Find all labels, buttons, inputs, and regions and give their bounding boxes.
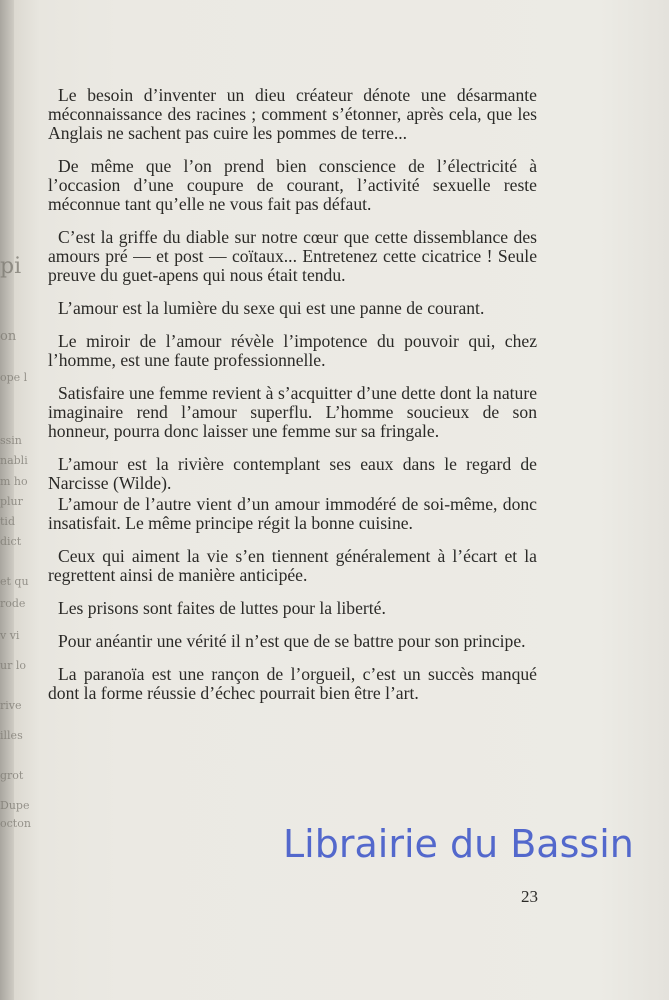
bleed-through-mark: ur lo: [0, 659, 26, 672]
paragraph: Le miroir de l’amour révèle l’impotence du pouvoir qui, chez l’homme, est une faute professionnelle.: [48, 331, 537, 370]
bleed-through-mark: et qu: [0, 575, 29, 588]
paragraph: La paranoïa est une rançon de l’orgueil, c’est un succès manqué dont la forme réussie d’échec pourrait bien être l’art.: [48, 664, 537, 703]
bleed-through-mark: octon: [0, 817, 31, 830]
bleed-through-mark: dict: [0, 535, 22, 548]
bleed-through-mark: ope l: [0, 371, 28, 384]
bleed-through-mark: rode: [0, 597, 26, 610]
bleed-through-mark: nabli: [0, 454, 28, 467]
paragraph: L’amour est la lumière du sexe qui est une panne de courant.: [58, 298, 485, 318]
bleed-through-mark: tid: [0, 515, 15, 528]
text-body: [48, 86, 537, 703]
bleed-through-mark: illes: [0, 729, 23, 742]
bleed-through-mark: on: [0, 329, 17, 344]
paragraph: Le besoin d’inventer un dieu créateur dénote une désarmante méconnaissance des racines ; comment s’étonner, après cela, que les Anglais ne sachent pas cuire les pommes de terre...: [48, 85, 537, 143]
bleed-through-mark: ssin: [0, 434, 22, 447]
bleed-through-mark: rive: [0, 699, 22, 712]
paragraph: L’amour de l’autre vient d’un amour immodéré de soi-même, donc insatisfait. Le même principe régit la bonne cuisine.: [48, 494, 537, 533]
paragraph: Pour anéantir une vérité il n’est que de se battre pour son principe.: [58, 631, 526, 651]
bleed-through-mark: plur: [0, 495, 23, 508]
bleed-through-mark: Dupe: [0, 799, 30, 812]
bleed-through-mark: pi: [0, 254, 22, 279]
paragraph: L’amour est la rivière contemplant ses eaux dans le regard de Narcisse (Wilde).: [48, 454, 537, 493]
bookshop-watermark: Librairie du Bassin: [283, 822, 634, 866]
paragraph: Ceux qui aiment la vie s’en tiennent généralement à l’écart et la regrettent ainsi de manière anticipée.: [48, 546, 537, 585]
page-number: 23: [521, 887, 538, 906]
paragraph: C’est la griffe du diable sur notre cœur que cette dissemblance des amours pré — et post — coïtaux... Entretenez cette cicatrice ! Seule preuve du guet-apens qui nous était tendu.: [48, 227, 537, 285]
bleed-through-mark: m ho: [0, 475, 28, 488]
bleed-through-mark: v vi: [0, 629, 20, 642]
bleed-through-mark: grot: [0, 769, 24, 782]
paragraph: Les prisons sont faites de luttes pour la liberté.: [58, 598, 386, 618]
paragraph: De même que l’on prend bien conscience de l’électricité à l’occasion d’une coupure de courant, l’activité sexuelle reste méconnue tant qu’elle ne vous fait pas défaut.: [48, 156, 537, 214]
paragraph: Satisfaire une femme revient à s’acquitter d’une dette dont la nature imaginaire rend l’amour superflu. L’homme soucieux de son honneur, pourra donc laisser une femme sur sa fringale.: [48, 383, 537, 441]
